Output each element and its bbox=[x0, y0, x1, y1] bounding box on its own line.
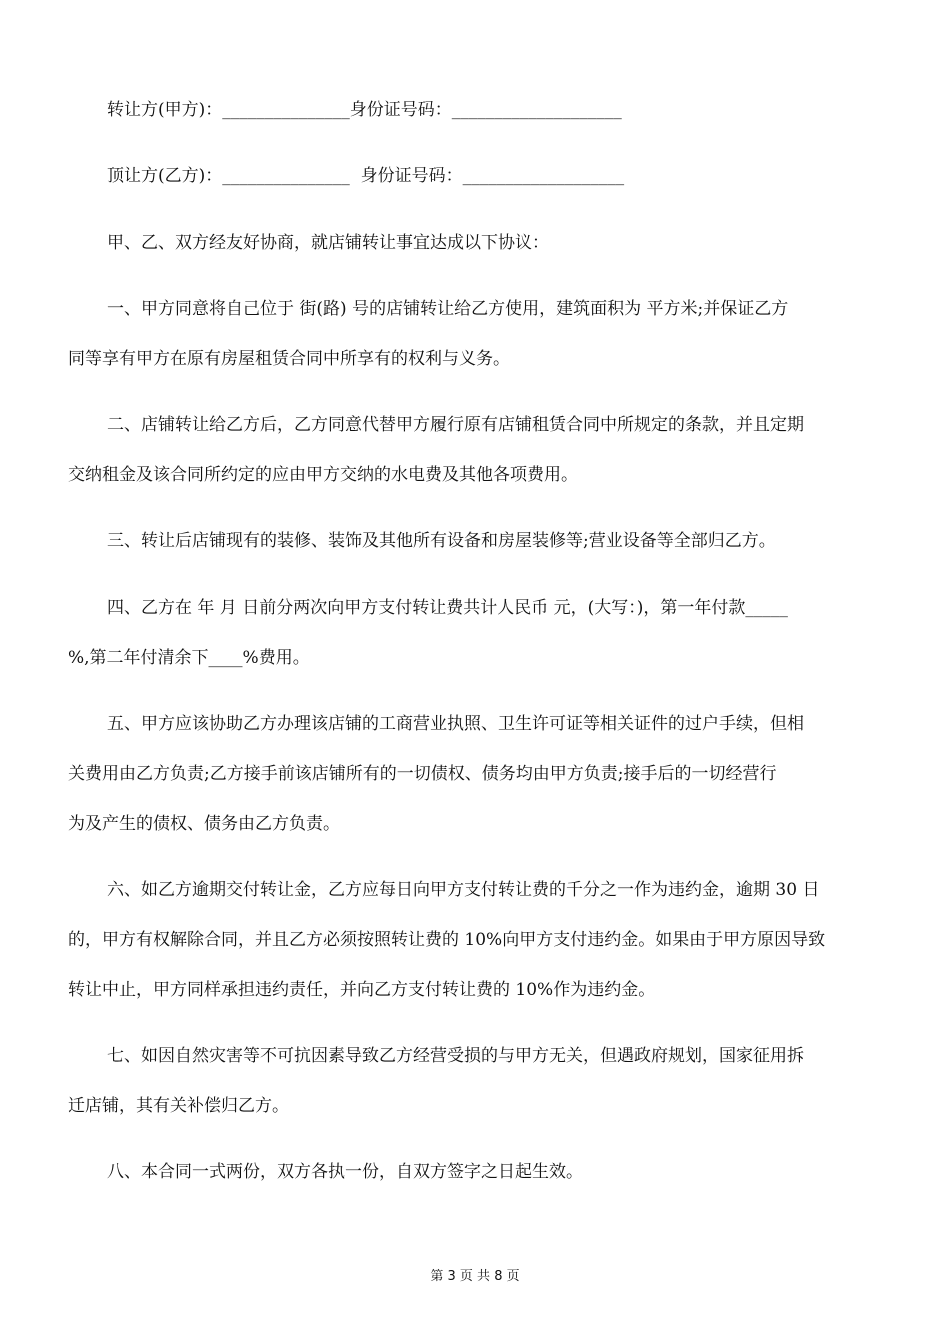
clause-4-line-2: %,第二年付清余下____%费用。 bbox=[68, 648, 310, 668]
clause-8-line-1: 八、本合同一式两份，双方各执一份，自双方签字之日起生效。 bbox=[107, 1162, 583, 1182]
clause-2-line-1: 二、店铺转让给乙方后，乙方同意代替甲方履行原有店铺租赁合同中所规定的条款，并且定期 bbox=[107, 415, 804, 435]
agreement-intro: 甲、乙、双方经友好协商，就店铺转让事宜达成以下协议： bbox=[107, 233, 549, 253]
clause-2-line-2: 交纳租金及该合同所约定的应由甲方交纳的水电费及其他各项费用。 bbox=[68, 465, 578, 485]
clause-5-line-1: 五、甲方应该协助乙方办理该店铺的工商营业执照、卫生许可证等相关证件的过户手续，但相 bbox=[107, 714, 804, 734]
clause-4-line-1: 四、乙方在 年 月 日前分两次向甲方支付转让费共计人民币 元，(大写：)，第一年付款_____ bbox=[107, 598, 788, 618]
clause-7-line-1: 七、如因自然灾害等不可抗因素导致乙方经营受损的与甲方无关，但遇政府规划，国家征用拆 bbox=[107, 1046, 804, 1066]
clause-6-line-2: 的，甲方有权解除合同，并且乙方必须按照转让费的 10%向甲方支付违约金。如果由于甲方原因导致 bbox=[68, 930, 826, 950]
clause-3-line-1: 三、转让后店铺现有的装修、装饰及其他所有设备和房屋装修等;营业设备等全部归乙方。 bbox=[107, 531, 776, 551]
clause-1-line-1: 一、甲方同意将自己位于 街(路) 号的店铺转让给乙方使用，建筑面积为 平方米;并保证乙方 bbox=[107, 299, 789, 319]
transferee-line: 顶让方(乙方)：_______________ 身份证号码：___________________ bbox=[107, 166, 625, 186]
transferor-line: 转让方(甲方)：_______________身份证号码：____________________ bbox=[107, 100, 622, 120]
clause-5-line-3: 为及产生的债权、债务由乙方负责。 bbox=[68, 814, 340, 834]
page-number: 第 3 页 共 8 页 bbox=[430, 1269, 520, 1284]
clause-7-line-2: 迁店铺，其有关补偿归乙方。 bbox=[68, 1096, 289, 1116]
clause-1-line-2: 同等享有甲方在原有房屋租赁合同中所享有的权利与义务。 bbox=[68, 349, 510, 369]
clause-6-line-3: 转让中止，甲方同样承担违约责任，并向乙方支付转让费的 10%作为违约金。 bbox=[68, 980, 656, 1000]
clause-6-line-1: 六、如乙方逾期交付转让金，乙方应每日向甲方支付转让费的千分之一作为违约金，逾期 30 日 bbox=[107, 880, 820, 900]
clause-5-line-2: 关费用由乙方负责;乙方接手前该店铺所有的一切债权、债务均由甲方负责;接手后的一切经营行 bbox=[68, 764, 777, 784]
